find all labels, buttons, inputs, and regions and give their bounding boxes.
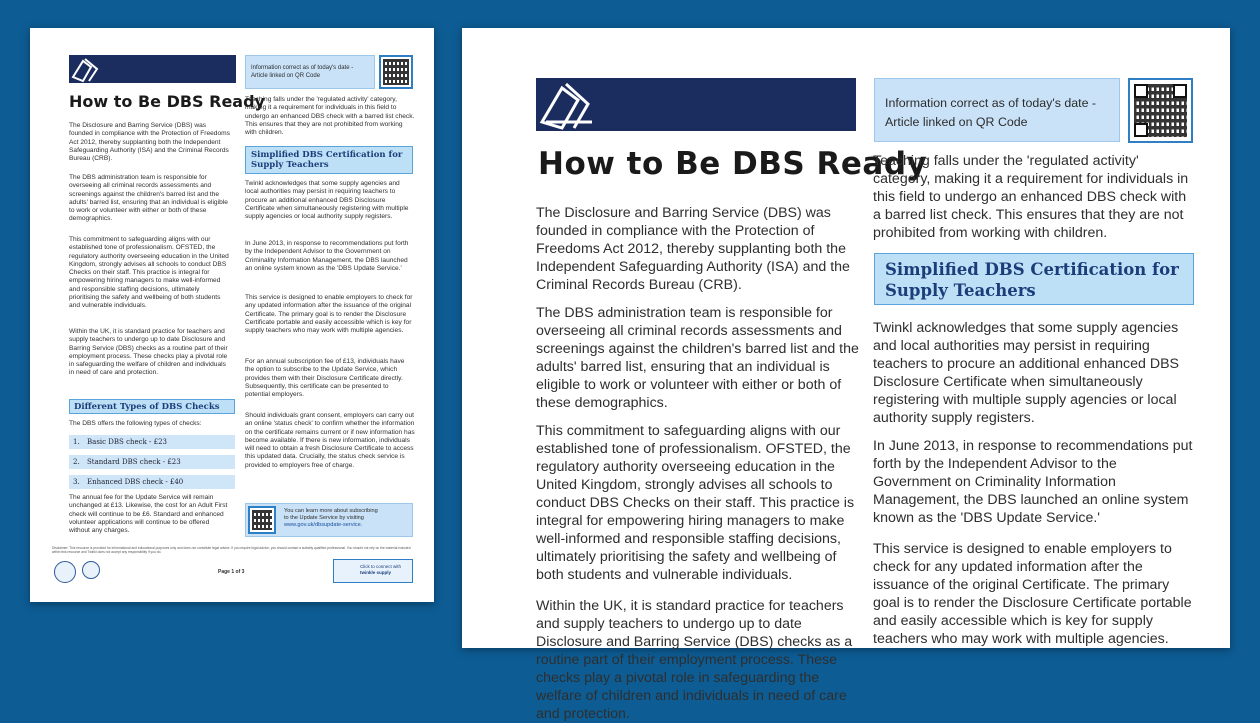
book-icon [69, 55, 236, 83]
badge-line-1: Click to connect with [360, 564, 402, 569]
twinkl-paragraph: Twinkl acknowledges that some supply agencies and local authorities may persist in requiring teachers to procure an additional enhanced DBS Disclosure Certificate when simultaneously registering with multiple supply agencies or local authority supply registers. [873, 320, 1180, 426]
june-2013-paragraph: In June 2013, in response to recommendations put forth by the Independent Advisor to the Government on Criminality Information Management, the DBS launched an online system known as the 'DBS Update Service.' [873, 438, 1193, 526]
document-page-zoomed [462, 28, 1230, 722]
info-line-1: Information correct as of today's date - [251, 65, 354, 71]
annual-fee-paragraph: The annual fee for the Update Service will remain unchanged at £13. Likewise, the cost for an Adult First check will continue to be £6. Standard and enhanced volunteer applications will continue to be offered without any charges. [69, 494, 228, 535]
accreditation-logo-icon [82, 561, 100, 579]
uk-practice-paragraph: Within the UK, it is standard practice for teachers and supply teachers to undergo up to date Disclosure and Barring Service (DBS) checks as a routine part of their employment process. These checks play a pivotal role in safeguarding the welfare of children and individuals in need of care and protection. [69, 328, 228, 377]
check-type-enhanced [69, 475, 235, 489]
regulated-activity-paragraph: Teaching falls under the 'regulated activity' category, making it a requirement for individuals in this field to undergo an enhanced DBS check with a barred list check. This ensures that they are not prohibited from working with children. [873, 153, 1189, 241]
status-check-paragraph: Should individuals grant consent, employers can carry out an online 'status check' to confirm whether the information on the certificate remains current or if new information has become available. If there is new information, individuals will need to obtain a fresh Disclosure Certificate to access this updated data. Crucially, the status check service is provided to employers free of charge. [245, 412, 415, 469]
qr-finder [1134, 84, 1148, 98]
subscription-paragraph: For an annual subscription fee of £13, individuals have the option to subscribe to the Update Service, which provides them with their Disclosure Certificate directly. Subsequently, this certificate can be presented to potential employers. [245, 358, 405, 399]
update-service-link[interactable]: www.gov.uk/dbsupdate-service. [284, 522, 363, 528]
safeguarding-paragraph: This commitment to safeguarding aligns with our established tone of professionalism. OFSTED, the regulatory authority overseeing education in the United Kingdom, strongly advises all schools to conduct DBS Checks on their staff. This practice is integral for empowering hiring managers to make well-informed and responsible staffing decisions, ultimately prioritising the safety and wellbeing of both students and vulnerable individuals. [536, 423, 855, 583]
qr-finder [1173, 84, 1187, 98]
admin-paragraph: The DBS administration team is responsible for overseeing all criminal records assessments and screenings against the children's barred list and the adults' barred list, ensuring that an individual is eligible to work or volunteer with either or both of these demographics. [69, 174, 228, 223]
twinkl-paragraph: Twinkl acknowledges that some supply agencies and local authorities may persist in requiring teachers to procure an additional enhanced DBS Disclosure Certificate when simultaneously registering with multiple supply agencies or local authority supply registers. [245, 180, 409, 221]
twinkl-logo-icon [54, 561, 76, 583]
check-type-standard [69, 455, 235, 469]
check-type-number: 1. [73, 438, 80, 446]
subscribe-line-2: to the Update Service by visiting [284, 515, 364, 521]
check-type-number: 2. [73, 458, 80, 466]
info-line-2: Article linked on QR Code [251, 73, 321, 79]
info-line-1: Information correct as of today's date - [885, 96, 1097, 110]
qr-code-icon[interactable] [379, 55, 413, 89]
page-number: Page 1 of 3 [218, 569, 245, 575]
page-title: How to Be DBS Ready [538, 146, 928, 182]
disclaimer: Disclaimer: This resource is provided for informational and educational purposes only and does not constitute legal advice. If you require legal advice, you should contact a suitably qualified professional. You should not rely on the material included within this resource and Twinkl does not accept any responsibility if you do. [52, 546, 411, 554]
regulated-activity-paragraph: Teaching falls under the 'regulated activity' category, making it a requirement for individuals in this field to undergo an enhanced DBS check with a barred list check. This ensures that they are not prohibited from working with children. [245, 96, 415, 137]
info-box [874, 78, 1120, 142]
check-type-label: Basic DBS check - £23 [87, 438, 167, 446]
header-banner [69, 55, 236, 83]
intro-paragraph: The Disclosure and Barring Service (DBS) was founded in compliance with the Protection of Freedoms Act 2012, thereby supplanting both the Independent Safeguarding Authority (ISA) and the Criminal Records Bureau (CRB). [69, 122, 230, 163]
twinkl-supply-badge[interactable] [333, 559, 413, 583]
uk-practice-paragraph: Within the UK, it is standard practice for teachers and supply teachers to undergo up to date Disclosure and Barring Service (DBS) checks as a routine part of their employment process. These checks play a pivotal role in safeguarding the welfare of children and individuals in need of care and protection. [536, 598, 853, 722]
check-type-number: 3. [73, 478, 80, 486]
check-type-basic [69, 435, 235, 449]
qr-code-icon[interactable] [1128, 78, 1193, 143]
service-paragraph: This service is designed to enable employers to check for any updated information after the issuance of the original Certificate. The primary goal is to render the Disclosure Certificate portable and easily accessible which is key for supply teachers who may work with multiple agencies. [245, 294, 413, 335]
june-2013-paragraph: In June 2013, in response to recommendations put forth by the Independent Advisor to the Government on Criminality Information Management, the DBS launched an online system known as the 'DBS Update Service.' [245, 240, 409, 272]
book-icon [536, 78, 856, 131]
document-page-thumbnail [30, 28, 434, 602]
page-title: How to Be DBS Ready [69, 92, 265, 111]
check-type-label: Enhanced DBS check - £40 [87, 478, 184, 486]
types-heading: Different Types of DBS Checks [69, 399, 235, 414]
service-paragraph: This service is designed to enable employers to check for any updated information after the issuance of the original Certificate. The primary goal is to render the Disclosure Certificate portable and easily accessible which is key for supply teachers who may work with multiple agencies. [873, 541, 1192, 647]
badge-line-2: twinkle supply [360, 570, 392, 575]
intro-paragraph: The Disclosure and Barring Service (DBS) was founded in compliance with the Protection of Freedoms Act 2012, thereby supplanting both the Independent Safeguarding Authority (ISA) and the Criminal Records Bureau (CRB). [536, 205, 850, 293]
info-line-2: Article linked on QR Code [885, 115, 1028, 129]
safeguarding-paragraph: This commitment to safeguarding aligns with our established tone of professionalism. OFSTED, the regulatory authority overseeing education in the United Kingdom, strongly advises all schools to conduct DBS Checks on their staff. This practice is integral for empowering hiring managers to make well-informed and responsible staffing decisions, ultimately prioritising the safety and wellbeing of both students and vulnerable individuals. [69, 236, 229, 310]
subscribe-line-1: You can learn more about subscribing [284, 508, 378, 514]
certification-heading: Simplified DBS Certification for Supply Teachers [245, 146, 413, 174]
header-banner [536, 78, 856, 131]
info-box [245, 55, 375, 89]
check-type-label: Standard DBS check - £23 [87, 458, 181, 466]
certification-heading: Simplified DBS Certification for Supply Teachers [874, 253, 1194, 305]
types-intro: The DBS offers the following types of checks: [69, 420, 202, 427]
qr-code-icon[interactable] [248, 506, 276, 534]
qr-finder [1134, 123, 1148, 137]
admin-paragraph: The DBS administration team is responsible for overseeing all criminal records assessments and screenings against the children's barred list and the adults' barred list, ensuring that an individual is eligible to work or volunteer with either or both of these demographics. [536, 305, 859, 411]
